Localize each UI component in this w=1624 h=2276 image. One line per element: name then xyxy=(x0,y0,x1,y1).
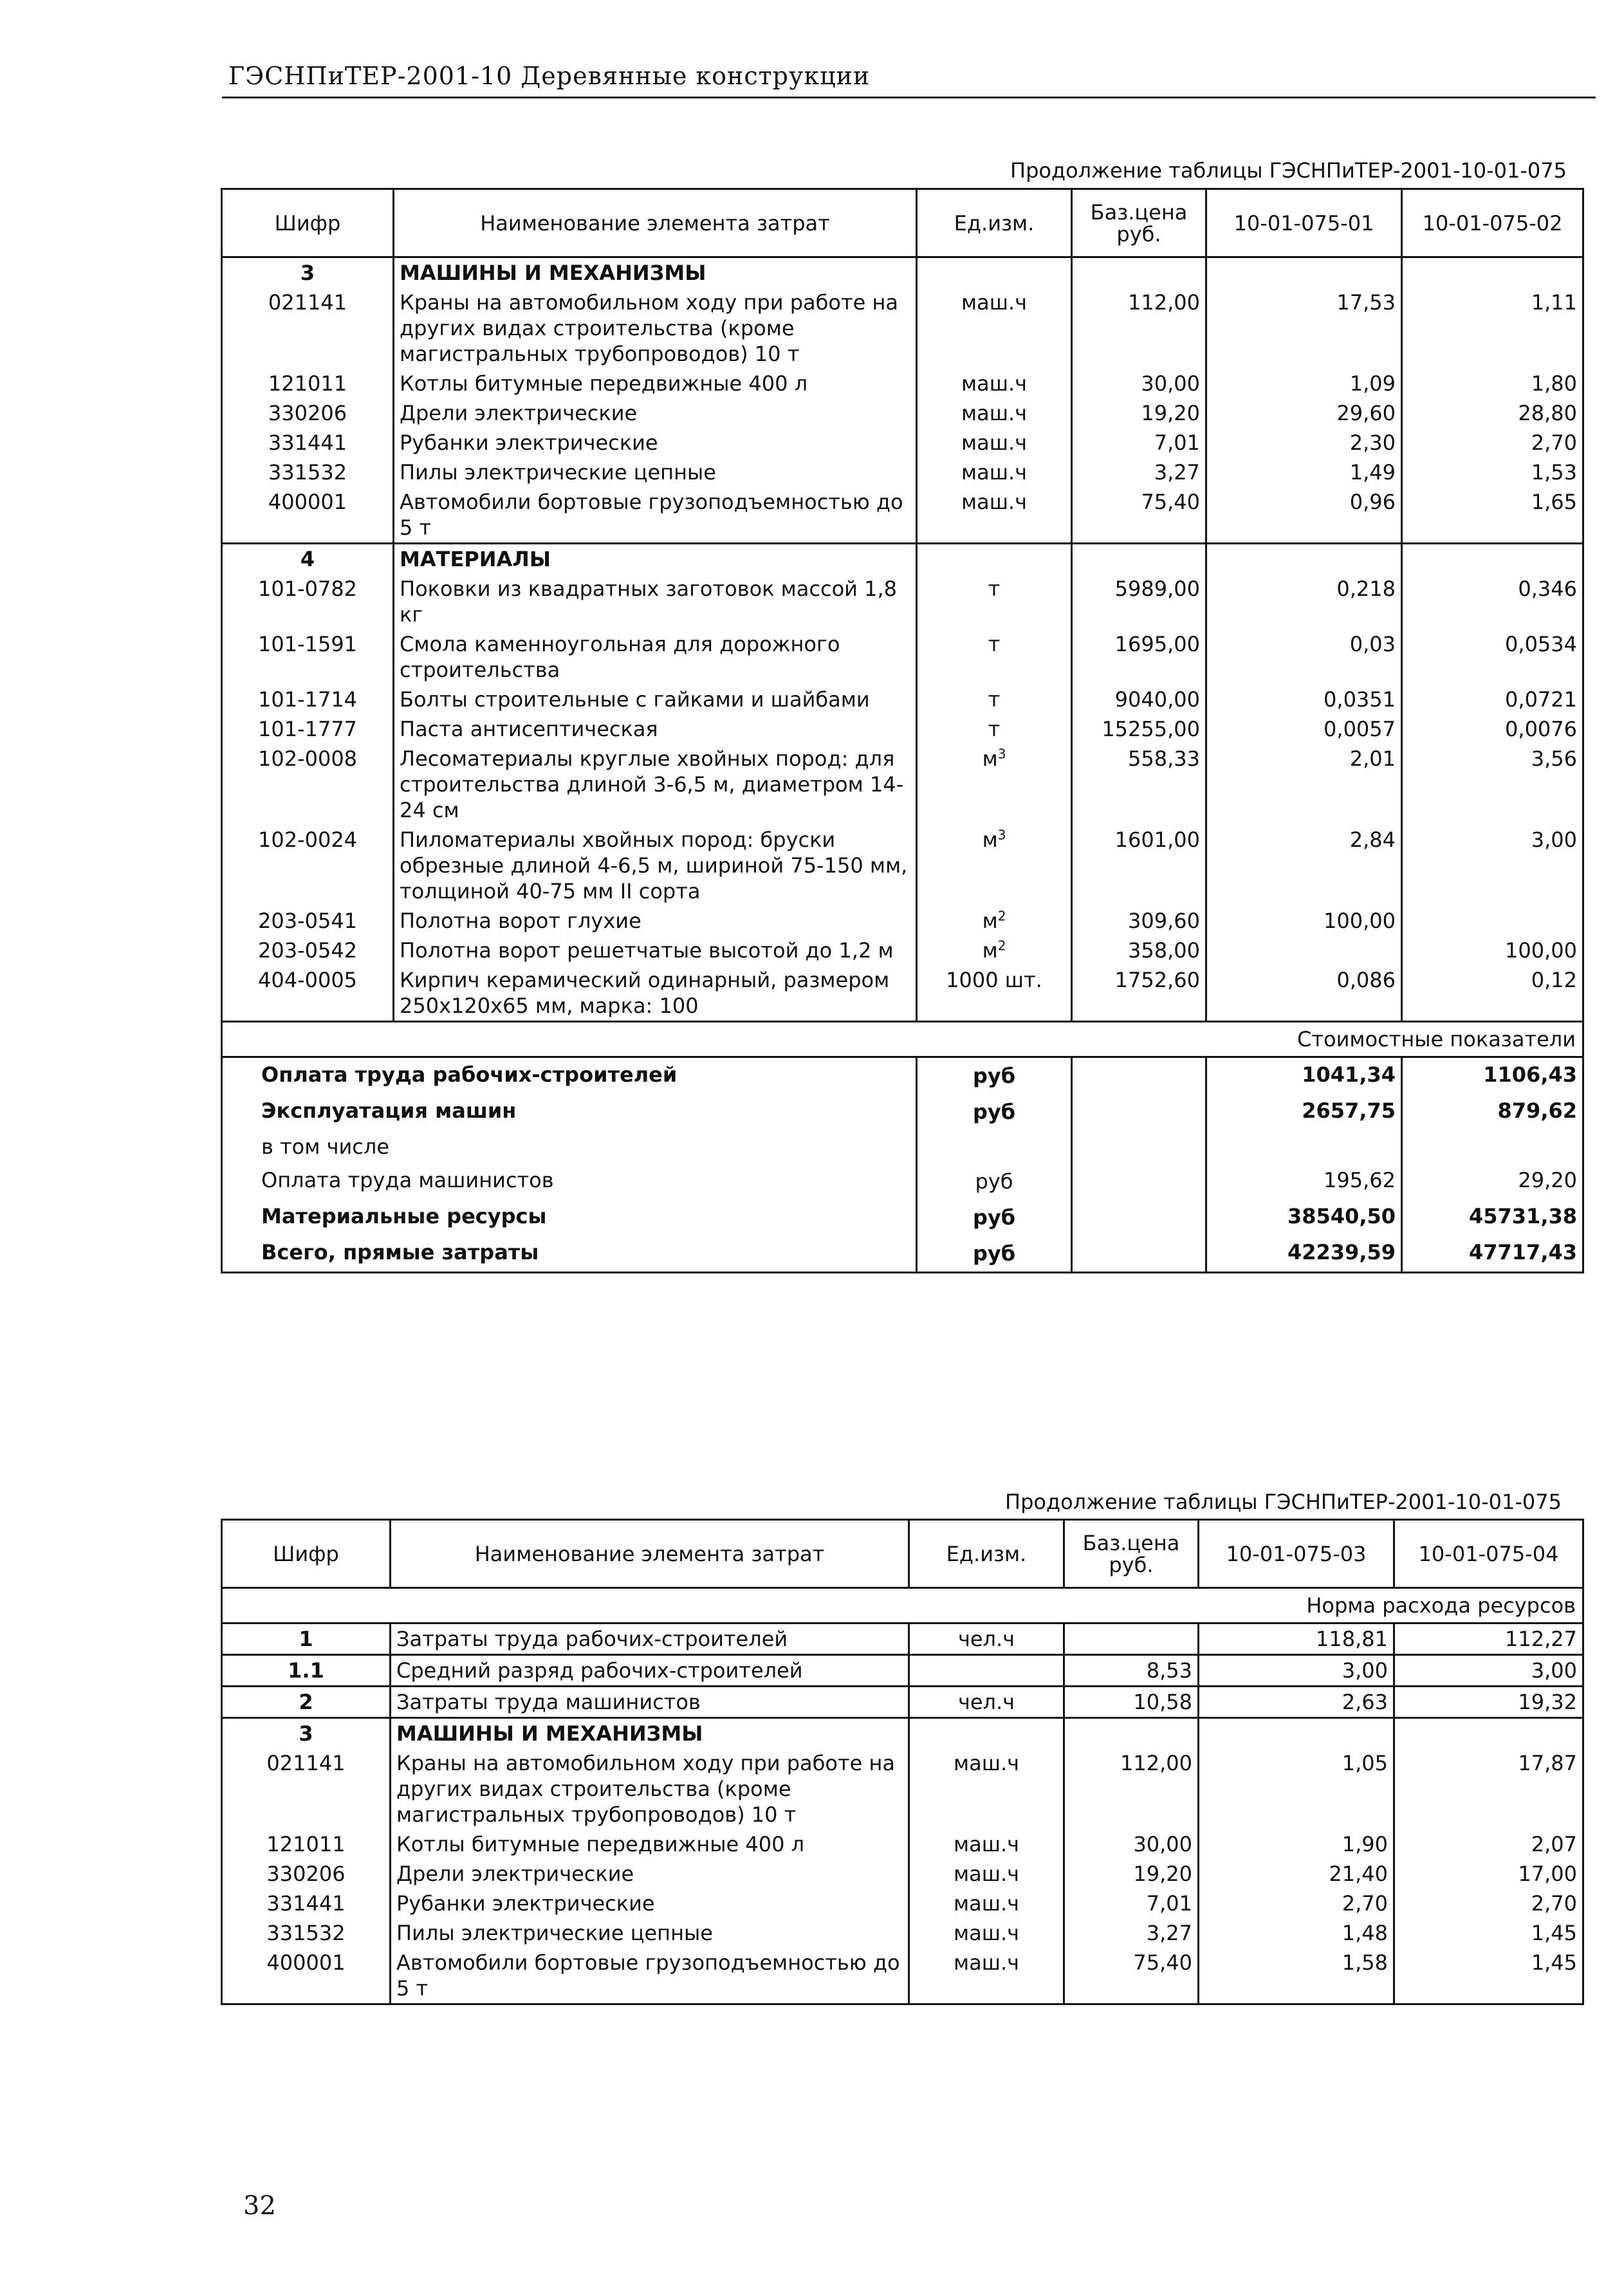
resource-name: Котлы битумные передвижные 400 л xyxy=(394,369,917,398)
cost-row xyxy=(222,1235,1583,1273)
empty-cell xyxy=(917,544,1072,575)
labor-unit xyxy=(909,1655,1064,1687)
base-price: 112,00 xyxy=(1072,288,1206,369)
resource-code: 121011 xyxy=(222,1829,391,1859)
base-price: 8,53 xyxy=(1064,1655,1199,1687)
table2-body xyxy=(222,1520,1583,2004)
unit-label: маш.ч xyxy=(961,371,1028,396)
labor-code: 2 xyxy=(222,1687,391,1718)
resource-code: 102-0024 xyxy=(222,825,394,906)
norm-value-2: 0,12 xyxy=(1402,965,1583,1022)
cost-row xyxy=(222,1057,1583,1095)
unit-cell xyxy=(909,1918,1064,1948)
table-row xyxy=(222,487,1583,544)
resource-code: 101-0782 xyxy=(222,574,394,629)
table-row xyxy=(222,1889,1583,1918)
cost-row xyxy=(222,1163,1583,1199)
resource-code: 101-1714 xyxy=(222,685,394,714)
resource-name: Автомобили бортовые грузоподъемностью до 5 т xyxy=(391,1948,909,2004)
norm-value-1: 17,53 xyxy=(1206,288,1402,369)
table2-header-row xyxy=(222,1520,1583,1588)
norm-value-2: 2,70 xyxy=(1402,428,1583,458)
empty-cell xyxy=(1394,1718,1583,1749)
base-price: 112,00 xyxy=(1064,1748,1199,1829)
empty-cell xyxy=(1199,1718,1394,1749)
unit-cell xyxy=(917,906,1072,936)
unit-exponent: 2 xyxy=(997,908,1006,924)
table-row xyxy=(222,965,1583,1022)
cost-label: Оплата труда рабочих-строителей xyxy=(222,1057,917,1095)
resource-code: 330206 xyxy=(222,1859,391,1889)
base-price: 1695,00 xyxy=(1072,629,1206,685)
norm-value-2: 1,80 xyxy=(1402,369,1583,398)
unit-label: м xyxy=(982,828,998,852)
unit-cell xyxy=(917,487,1072,544)
table-row xyxy=(222,1948,1583,2004)
section-number: 3 xyxy=(222,257,394,288)
column-header: Баз.цена руб. xyxy=(1072,189,1206,257)
resource-name: Краны на автомобильном ходу при работе на других видах строительства (кроме магистральных трубопроводов) 10 т xyxy=(394,288,917,369)
table-row xyxy=(222,714,1583,744)
norm-value-1: 0,03 xyxy=(1206,629,1402,685)
norm-value-2: 17,87 xyxy=(1394,1748,1583,1829)
norm-value-1: 0,218 xyxy=(1206,574,1402,629)
section-row xyxy=(222,544,1583,575)
norm-value-1: 2,30 xyxy=(1206,428,1402,458)
cost-value-1: 2657,75 xyxy=(1206,1094,1402,1130)
norm-value-1: 118,81 xyxy=(1199,1624,1394,1655)
column-header: Наименование элемента затрат xyxy=(394,189,917,257)
cost-value-1 xyxy=(1206,1130,1402,1163)
resource-name: Рубанки электрические xyxy=(391,1889,909,1918)
resource-name: Пиломатериалы хвойных пород: бруски обрезные длиной 4-6,5 м, шириной 75-150 мм, толщиной 40-75 мм II сорта xyxy=(394,825,917,906)
base-price: 75,40 xyxy=(1072,487,1206,544)
resource-code: 021141 xyxy=(222,288,394,369)
norm-value-2 xyxy=(1402,906,1583,936)
resource-code: 331441 xyxy=(222,1889,391,1918)
table1-header-row xyxy=(222,189,1583,257)
norm-value-1: 1,48 xyxy=(1199,1918,1394,1948)
column-header: 10-01-075-03 xyxy=(1199,1520,1394,1588)
unit-cell xyxy=(917,428,1072,458)
norm-value-2: 19,32 xyxy=(1394,1687,1583,1718)
cost-value-1: 38540,50 xyxy=(1206,1199,1402,1235)
norm-value-2: 28,80 xyxy=(1402,398,1583,428)
resource-name: Лесоматериалы круглые хвойных пород: для строительства длиной 3-6,5 м, диаметром 14-24 см xyxy=(394,744,917,825)
resource-name: Котлы битумные передвижные 400 л xyxy=(391,1829,909,1859)
unit-label: маш.ч xyxy=(953,1832,1020,1856)
norm-value-2: 0,0721 xyxy=(1402,685,1583,714)
table-row xyxy=(222,629,1583,685)
column-header: Ед.изм. xyxy=(909,1520,1064,1588)
resource-code: 203-0541 xyxy=(222,906,394,936)
norm-value-1: 21,40 xyxy=(1199,1859,1394,1889)
table-row xyxy=(222,825,1583,906)
table-row xyxy=(222,685,1583,714)
empty-cell xyxy=(1072,1235,1206,1273)
norm-value-1: 0,0351 xyxy=(1206,685,1402,714)
table1-body xyxy=(222,189,1583,1273)
resource-name: Полотна ворот глухие xyxy=(394,906,917,936)
resource-code: 021141 xyxy=(222,1748,391,1829)
norm-value-1: 1,58 xyxy=(1199,1948,1394,2004)
labor-unit: чел.ч xyxy=(909,1624,1064,1655)
cost-label: Материальные ресурсы xyxy=(222,1199,917,1235)
cost-unit: руб xyxy=(917,1094,1072,1130)
resource-name: Дрели электрические xyxy=(391,1859,909,1889)
resource-name: Поковки из квадратных заготовок массой 1,8 кг xyxy=(394,574,917,629)
unit-cell xyxy=(917,369,1072,398)
base-price: 7,01 xyxy=(1064,1889,1199,1918)
empty-cell xyxy=(1072,1163,1206,1199)
cost-unit: руб xyxy=(917,1235,1072,1273)
unit-cell xyxy=(917,744,1072,825)
header-rule xyxy=(222,97,1596,98)
norm-value-2: 112,27 xyxy=(1394,1624,1583,1655)
unit-label: маш.ч xyxy=(953,1751,1020,1775)
section-row xyxy=(222,257,1583,288)
norm-value-1: 2,84 xyxy=(1206,825,1402,906)
table-row xyxy=(222,428,1583,458)
norm-value-2: 0,0534 xyxy=(1402,629,1583,685)
cost-label: в том числе xyxy=(222,1130,917,1163)
unit-label: т xyxy=(988,632,1001,656)
resource-name: Паста антисептическая xyxy=(394,714,917,744)
empty-cell xyxy=(1072,1057,1206,1095)
norm-value-1: 0,086 xyxy=(1206,965,1402,1022)
unit-cell xyxy=(917,458,1072,487)
base-price: 10,58 xyxy=(1064,1687,1199,1718)
norm-value-2: 2,07 xyxy=(1394,1829,1583,1859)
base-price: 3,27 xyxy=(1072,458,1206,487)
unit-exponent: 3 xyxy=(997,827,1006,843)
empty-cell xyxy=(1206,544,1402,575)
unit-cell xyxy=(917,714,1072,744)
norm-value-2: 2,70 xyxy=(1394,1889,1583,1918)
cost-value-2: 1106,43 xyxy=(1402,1057,1583,1095)
column-header: 10-01-075-04 xyxy=(1394,1520,1583,1588)
base-price: 30,00 xyxy=(1072,369,1206,398)
resource-code: 400001 xyxy=(222,487,394,544)
empty-cell xyxy=(1206,257,1402,288)
base-price: 19,20 xyxy=(1072,398,1206,428)
norm-value-1: 3,00 xyxy=(1199,1655,1394,1687)
cost-banner: Стоимостные показатели xyxy=(222,1022,1583,1057)
labor-name: Средний разряд рабочих-строителей xyxy=(391,1655,909,1687)
unit-exponent: 2 xyxy=(997,938,1006,954)
unit-cell xyxy=(917,825,1072,906)
empty-cell xyxy=(909,1718,1064,1749)
table2 xyxy=(221,1519,1584,2005)
empty-cell xyxy=(1072,1199,1206,1235)
base-price: 558,33 xyxy=(1072,744,1206,825)
base-price: 15255,00 xyxy=(1072,714,1206,744)
column-header: Наименование элемента затрат xyxy=(391,1520,909,1588)
norm-value-1: 2,01 xyxy=(1206,744,1402,825)
norm-value-2: 1,45 xyxy=(1394,1948,1583,2004)
cost-label: Эксплуатация машин xyxy=(222,1094,917,1130)
base-price: 309,60 xyxy=(1072,906,1206,936)
norm-banner: Норма расхода ресурсов xyxy=(222,1588,1583,1624)
table-row xyxy=(222,1859,1583,1889)
section-title: МАШИНЫ И МЕХАНИЗМЫ xyxy=(391,1718,909,1749)
unit-label: т xyxy=(988,577,1001,601)
table-row xyxy=(222,1829,1583,1859)
resource-code: 101-1777 xyxy=(222,714,394,744)
resource-name: Рубанки электрические xyxy=(394,428,917,458)
section-title: МАШИНЫ И МЕХАНИЗМЫ xyxy=(394,257,917,288)
unit-label: маш.ч xyxy=(961,290,1028,315)
unit-label: маш.ч xyxy=(953,1950,1020,1975)
resource-code: 121011 xyxy=(222,369,394,398)
table-row xyxy=(222,574,1583,629)
resource-name: Автомобили бортовые грузоподъемностью до 5 т xyxy=(394,487,917,544)
table-row xyxy=(222,936,1583,965)
table-row xyxy=(222,906,1583,936)
norm-value-1: 1,09 xyxy=(1206,369,1402,398)
norm-value-2: 3,56 xyxy=(1402,744,1583,825)
section-row xyxy=(222,1718,1583,1749)
resource-code: 331532 xyxy=(222,1918,391,1948)
norm-value-2: 1,45 xyxy=(1394,1918,1583,1948)
labor-code: 1.1 xyxy=(222,1655,391,1687)
labor-unit: чел.ч xyxy=(909,1687,1064,1718)
unit-cell xyxy=(909,1748,1064,1829)
cost-row xyxy=(222,1094,1583,1130)
resource-name: Пилы электрические цепные xyxy=(394,458,917,487)
unit-label: м xyxy=(982,938,998,963)
base-price: 30,00 xyxy=(1064,1829,1199,1859)
section-number: 3 xyxy=(222,1718,391,1749)
unit-exponent: 3 xyxy=(997,746,1006,762)
resource-code: 331532 xyxy=(222,458,394,487)
column-header: Баз.цена руб. xyxy=(1064,1520,1199,1588)
cost-value-2: 29,20 xyxy=(1402,1163,1583,1199)
unit-cell xyxy=(917,936,1072,965)
table-row xyxy=(222,1918,1583,1948)
base-price: 9040,00 xyxy=(1072,685,1206,714)
column-header: Шифр xyxy=(222,189,394,257)
table1 xyxy=(221,188,1584,1273)
base-price: 358,00 xyxy=(1072,936,1206,965)
resource-name: Смола каменноугольная для дорожного строительства xyxy=(394,629,917,685)
norm-value-1: 0,96 xyxy=(1206,487,1402,544)
norm-value-1: 1,49 xyxy=(1206,458,1402,487)
base-price: 19,20 xyxy=(1064,1859,1199,1889)
cost-label: Всего, прямые затраты xyxy=(222,1235,917,1273)
resource-name: Дрели электрические xyxy=(394,398,917,428)
resource-name: Болты строительные с гайками и шайбами xyxy=(394,685,917,714)
norm-value-2: 3,00 xyxy=(1402,825,1583,906)
unit-label: маш.ч xyxy=(953,1891,1020,1916)
norm-value-2: 1,65 xyxy=(1402,487,1583,544)
empty-cell xyxy=(1072,1094,1206,1130)
unit-label: т xyxy=(988,687,1001,712)
resource-name: Пилы электрические цепные xyxy=(391,1918,909,1948)
resource-name: Полотна ворот решетчатые высотой до 1,2 м xyxy=(394,936,917,965)
unit-cell xyxy=(909,1859,1064,1889)
table-row xyxy=(222,369,1583,398)
section-title: МАТЕРИАЛЫ xyxy=(394,544,917,575)
norm-value-1: 100,00 xyxy=(1206,906,1402,936)
empty-cell xyxy=(1402,544,1583,575)
resource-code: 102-0008 xyxy=(222,744,394,825)
norm-value-1: 1,90 xyxy=(1199,1829,1394,1859)
norm-value-1: 2,63 xyxy=(1199,1687,1394,1718)
base-price: 1601,00 xyxy=(1072,825,1206,906)
norm-value-2: 0,0076 xyxy=(1402,714,1583,744)
norm-value-2: 0,346 xyxy=(1402,574,1583,629)
unit-cell xyxy=(917,965,1072,1022)
cost-row xyxy=(222,1199,1583,1235)
labor-name: Затраты труда машинистов xyxy=(391,1687,909,1718)
unit-cell xyxy=(917,288,1072,369)
norm-value-2: 17,00 xyxy=(1394,1859,1583,1889)
resource-code: 400001 xyxy=(222,1948,391,2004)
resource-code: 404-0005 xyxy=(222,965,394,1022)
cost-row xyxy=(222,1130,1583,1163)
norm-value-2: 100,00 xyxy=(1402,936,1583,965)
empty-cell xyxy=(1072,257,1206,288)
column-header: 10-01-075-01 xyxy=(1206,189,1402,257)
resource-code: 331441 xyxy=(222,428,394,458)
resource-name: Кирпич керамический одинарный, размером 250х120х65 мм, марка: 100 xyxy=(394,965,917,1022)
empty-cell xyxy=(917,257,1072,288)
cost-unit: руб xyxy=(917,1199,1072,1235)
page-number: 32 xyxy=(243,2191,276,2221)
unit-label: м xyxy=(982,746,998,771)
unit-label: маш.ч xyxy=(953,1862,1020,1886)
section-number: 4 xyxy=(222,544,394,575)
unit-cell xyxy=(917,629,1072,685)
unit-cell xyxy=(909,1948,1064,2004)
unit-label: маш.ч xyxy=(961,460,1028,485)
labor-row xyxy=(222,1655,1583,1687)
cost-value-2: 47717,43 xyxy=(1402,1235,1583,1273)
resource-code: 101-1591 xyxy=(222,629,394,685)
unit-label: т xyxy=(988,717,1001,741)
cost-value-2: 879,62 xyxy=(1402,1094,1583,1130)
column-header: Шифр xyxy=(222,1520,391,1588)
cost-unit: руб xyxy=(917,1163,1072,1199)
base-price: 3,27 xyxy=(1064,1918,1199,1948)
table-row xyxy=(222,744,1583,825)
unit-label: м xyxy=(982,909,998,933)
cost-value-2 xyxy=(1402,1130,1583,1163)
cost-unit xyxy=(917,1130,1072,1163)
unit-label: маш.ч xyxy=(953,1921,1020,1945)
unit-label: маш.ч xyxy=(961,430,1028,455)
empty-cell xyxy=(1064,1718,1199,1749)
norm-value-1: 1,05 xyxy=(1199,1748,1394,1829)
table-row xyxy=(222,398,1583,428)
norm-value-1: 2,70 xyxy=(1199,1889,1394,1918)
empty-cell xyxy=(1402,257,1583,288)
resource-code: 203-0542 xyxy=(222,936,394,965)
table-row xyxy=(222,1748,1583,1829)
table1-caption: Продолжение таблицы ГЭСНПиТЕР-2001-10-01-075 xyxy=(1010,158,1567,183)
norm-value-1: 29,60 xyxy=(1206,398,1402,428)
base-price xyxy=(1064,1624,1199,1655)
unit-cell xyxy=(909,1829,1064,1859)
column-header: 10-01-075-02 xyxy=(1402,189,1583,257)
base-price: 75,40 xyxy=(1064,1948,1199,2004)
labor-name: Затраты труда рабочих-строителей xyxy=(391,1624,909,1655)
unit-cell xyxy=(917,398,1072,428)
resource-name: Краны на автомобильном ходу при работе на других видах строительства (кроме магистральных трубопроводов) 10 т xyxy=(391,1748,909,1829)
norm-value-1 xyxy=(1206,936,1402,965)
norm-value-2: 1,53 xyxy=(1402,458,1583,487)
cost-label: Оплата труда машинистов xyxy=(222,1163,917,1199)
norm-value-1: 0,0057 xyxy=(1206,714,1402,744)
resource-code: 330206 xyxy=(222,398,394,428)
base-price: 7,01 xyxy=(1072,428,1206,458)
unit-cell xyxy=(917,574,1072,629)
empty-cell xyxy=(1072,544,1206,575)
labor-code: 1 xyxy=(222,1624,391,1655)
cost-unit: руб xyxy=(917,1057,1072,1095)
labor-row xyxy=(222,1624,1583,1655)
running-header: ГЭСНПиТЕР-2001-10 Деревянные конструкции xyxy=(228,62,871,90)
table2-caption: Продолжение таблицы ГЭСНПиТЕР-2001-10-01-075 xyxy=(1005,1490,1562,1514)
unit-cell xyxy=(909,1889,1064,1918)
unit-label: 1000 шт. xyxy=(946,968,1042,992)
norm-value-2: 1,11 xyxy=(1402,288,1583,369)
norm-banner-row xyxy=(222,1588,1583,1624)
base-price: 5989,00 xyxy=(1072,574,1206,629)
column-header: Ед.изм. xyxy=(917,189,1072,257)
unit-label: маш.ч xyxy=(961,490,1028,514)
cost-value-1: 1041,34 xyxy=(1206,1057,1402,1095)
labor-row xyxy=(222,1687,1583,1718)
unit-cell xyxy=(917,685,1072,714)
cost-value-2: 45731,38 xyxy=(1402,1199,1583,1235)
unit-label: маш.ч xyxy=(961,401,1028,425)
cost-value-1: 42239,59 xyxy=(1206,1235,1402,1273)
empty-cell xyxy=(1072,1130,1206,1163)
base-price: 1752,60 xyxy=(1072,965,1206,1022)
cost-value-1: 195,62 xyxy=(1206,1163,1402,1199)
norm-value-2: 3,00 xyxy=(1394,1655,1583,1687)
table-row xyxy=(222,288,1583,369)
table-row xyxy=(222,458,1583,487)
cost-banner-row xyxy=(222,1022,1583,1057)
